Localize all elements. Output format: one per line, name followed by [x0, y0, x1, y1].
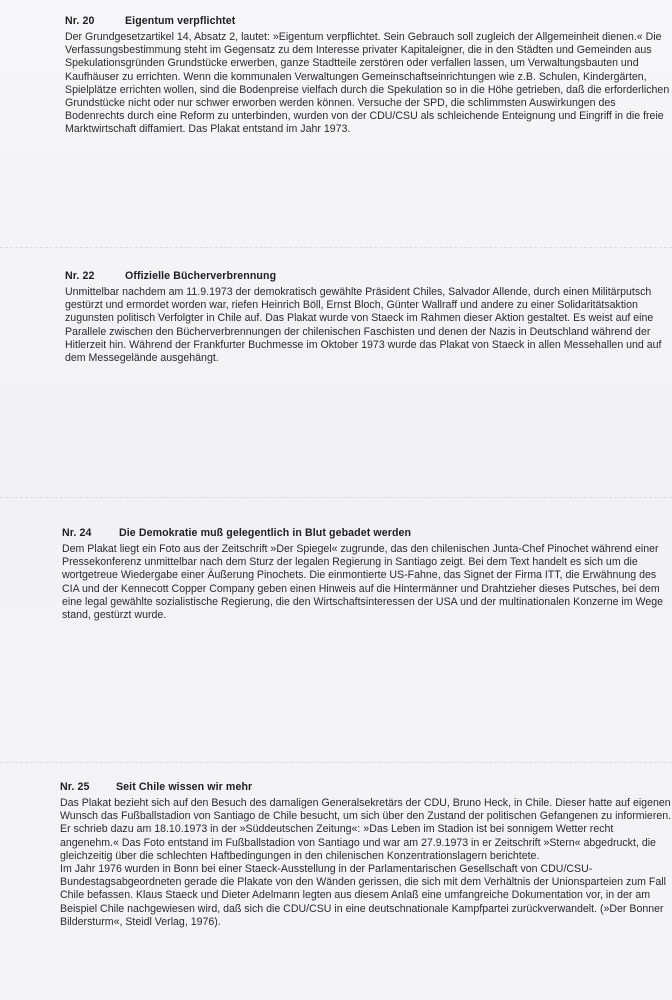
page-fold-line [0, 497, 672, 499]
entry-nr-24 [62, 527, 672, 622]
entry-number: Nr. 24 [62, 527, 92, 539]
entry-heading [60, 781, 672, 793]
entry-nr-22 [65, 270, 672, 365]
entry-title: Offizielle Bücherverbrennung [125, 270, 277, 282]
entry-number: Nr. 25 [60, 781, 90, 793]
entry-paragraph: Im Jahr 1976 wurden in Bonn bei einer Staeck-Ausstellung in der Parlamentarischen Gesellschaft von CDU/CSU-Bundestagsabgeordneten gerade die Plakate von den Wänden gerissen, die sich mit dem Verhältnis der Unionsparteien zum Fall Chile befassen. Klaus Staeck und Dieter Adelmann legten aus diesem Anlaß eine umfangreiche Dokumentation vor, in der am Beispiel Chile nachgewiesen wird, daß sich die CDU/CSU in eine deutschnationale Kampfpartei zurückverwandelt. (»Der Bonner Bildersturm«, Steidl Verlag, 1976). [60, 863, 666, 928]
entry-paragraph: Das Plakat bezieht sich auf den Besuch des damaligen Generalsekretärs der CDU, Bruno Heck, in Chile. Dieser hatte auf eigenen Wunsch das Fußballstadion von Santiago de Chile besucht, um sich über den Zustand der politischen Gefangenen zu informieren. Er schrieb dazu am 18.10.1973 in der »Süddeutschen Zeitung«: »Das Leben im Stadion ist bei sonnigem Wetter recht angenehm.« Das Foto entstand im Fußballstadion von Santiago und war am 27.9.1973 in er Zeitschrift »Stern« abgedruckt, die gleichzeitig über die schlechten Haftbedingungen in den chilenischen Konzentrationslagern berichtete. [60, 797, 672, 862]
page-fold-line [0, 247, 672, 249]
entry-heading [65, 15, 672, 27]
entry-title: Die Demokratie muß gelegentlich in Blut gebadet werden [119, 527, 412, 539]
entry-nr-20 [65, 15, 672, 137]
entry-number: Nr. 22 [65, 270, 95, 282]
entry-heading [62, 527, 672, 539]
entry-body [65, 31, 672, 137]
entry-paragraph: Der Grundgesetzartikel 14, Absatz 2, lautet: »Eigentum verpflichtet. Sein Gebrauch soll zugleich der Allgemeinheit dienen.« Die Verfassungsbestimmung steht im Gegensatz zu dem Interesse privater Kapitaleigner, die in den Städten und Gemeinden aus Spekulationsgründen Grundstücke erwerben, ganze Stadtteile zerstören oder verfallen lassen, um Verwaltungsbauten und Kaufhäuser zu errichten. Wenn die kommunalen Verwaltungen Gemeinschaftseinrichtungen wie z.B. Schulen, Kindergärten, Spielplätze errichten wollen, sind die Bodenpreise vielfach durch die Spekulation so in die Höhe getrieben, daß die erforderlichen Grundstücke nicht oder nur schwer erworben werden können. Versuche der SPD, die schlimmsten Auswirkungen des Bodenrechts durch eine Reform zu unterbinden, wurden von der CDU/CSU als schleichende Enteignung und Eingriff in die freie Marktwirtschaft diffamiert. Das Plakat entstand im Jahr 1973. [65, 31, 670, 136]
entry-nr-25 [60, 781, 672, 929]
entry-number: Nr. 20 [65, 15, 95, 27]
entry-heading [65, 270, 672, 282]
entry-title: Eigentum verpflichtet [125, 15, 236, 27]
entry-body [60, 797, 672, 929]
entry-paragraph: Unmittelbar nachdem am 11.9.1973 der demokratisch gewählte Präsident Chiles, Salvador Allende, durch einen Militärputsch gestürzt und ermordet worden war, riefen Heinrich Böll, Ernst Bloch, Günter Wallraff und andere zu einer Solidaritätsaktion zugunsten politisch Verfolgter in Chile auf. Das Plakat wurde von Staeck im Rahmen dieser Aktion gestaltet. Es weist auf eine Parallele zwischen den Bücherverbrennungen der chilenischen Faschisten und denen der Nazis in Deutschland während der Hitlerzeit hin. Während der Frankfurter Buchmesse im Oktober 1973 wurde das Plakat von Staeck in allen Messehallen und auf dem Messegelände ausgehängt. [65, 286, 662, 365]
entry-body [62, 543, 672, 622]
page-fold-line [0, 762, 672, 764]
entry-title: Seit Chile wissen wir mehr [116, 781, 253, 793]
entry-body [65, 286, 672, 365]
entry-paragraph: Dem Plakat liegt ein Foto aus der Zeitschrift »Der Spiegel« zugrunde, das den chilenischen Junta-Chef Pinochet während einer Pressekonferenz unmittelbar nach dem Sturz der legalen Regierung in Santiago zeigt. Bei dem Text handelt es sich um die wortgetreue Wiedergabe einer Äußerung Pinochets. Die einmontierte US-Fahne, das Signet der Firma ITT, die Erwähnung des CIA und der Kennecott Copper Company geben einen Hinweis auf die Hintermänner und Drahtzieher dieses Putsches, bei dem eine legal gewählte sozialistische Regierung, die den Wirtschaftsinteressen der USA und der multinationalen Konzerne im Wege stand, gestürzt wurde. [62, 543, 664, 622]
